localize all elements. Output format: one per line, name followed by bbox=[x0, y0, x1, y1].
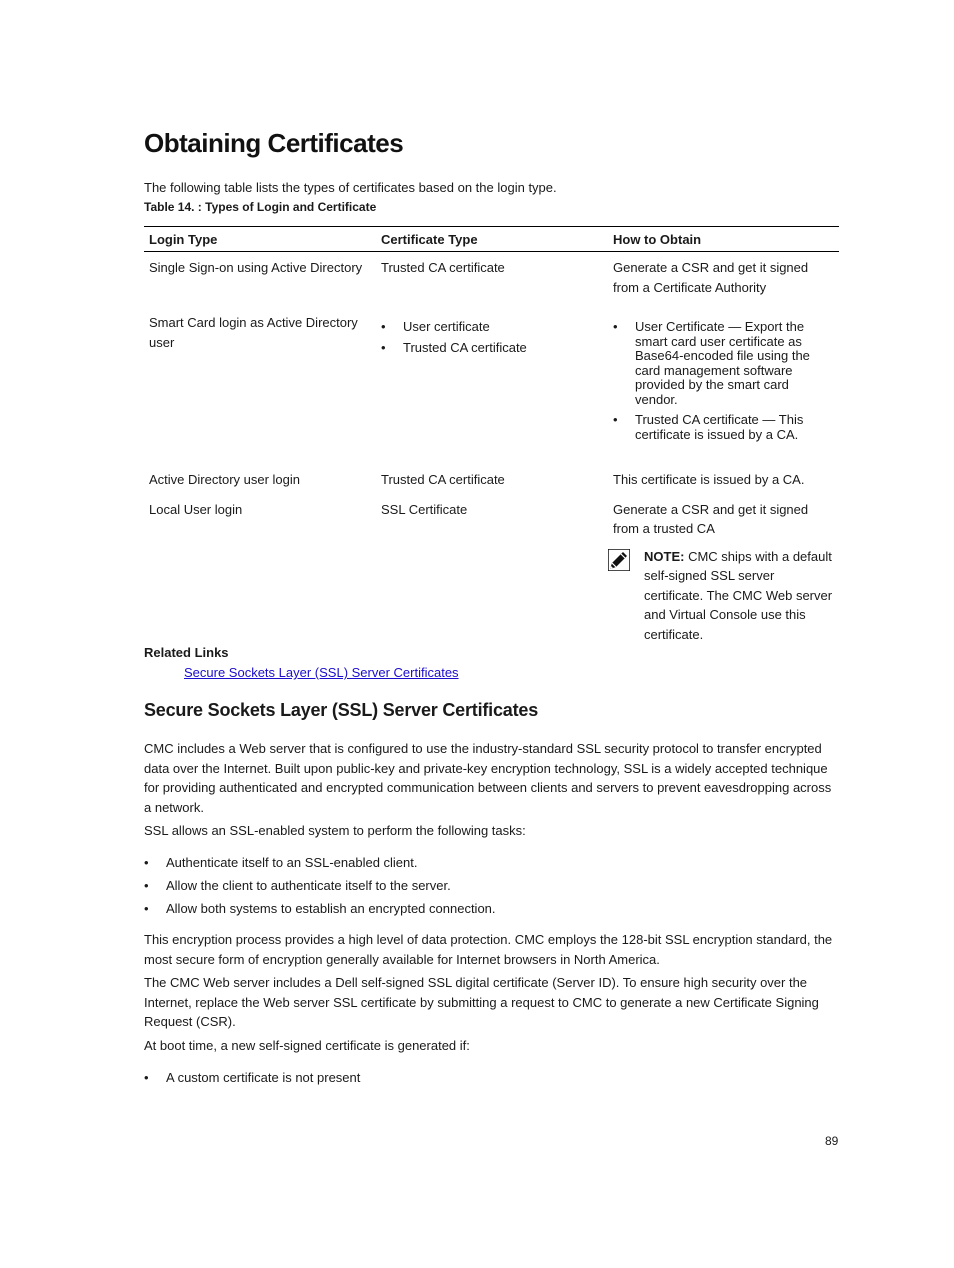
list-item: • Trusted CA certificate — This certificate is issued by a CA. bbox=[613, 413, 834, 442]
note-block bbox=[613, 547, 834, 645]
table-row bbox=[144, 252, 839, 308]
cell-certificate-type: Trusted CA certificate bbox=[381, 260, 505, 275]
how-to-obtain-list bbox=[613, 320, 834, 442]
paragraph: CMC includes a Web server that is configured to use the industry-standard SSL security protocol to transfer encrypted data over the Internet. Built upon public-key and private-key encryption technology, SSL is a widely accepted technique for providing authenticated and encrypted communication between clients and servers to prevent eavesdropping across a network. bbox=[144, 741, 832, 815]
cell-certificate-type: Trusted CA certificate bbox=[381, 472, 505, 487]
paragraph: SSL allows an SSL-enabled system to perform the following tasks: bbox=[144, 823, 526, 838]
table-row bbox=[144, 494, 839, 655]
note-text: CMC ships with a default self-signed SSL server certificate. The CMC Web server and Virtual Console use this certificate. bbox=[644, 548, 833, 642]
table-row bbox=[144, 307, 839, 464]
how-to-obtain-text: Generate a CSR and get it signed from a trusted CA bbox=[613, 501, 809, 536]
paragraph: The CMC Web server includes a Dell self-signed SSL digital certificate (Server ID). To ensure high security over the Internet, replace the Web server SSL certificate by submitting a request to CMC to generate a new Certificate Signing Request (CSR). bbox=[144, 975, 819, 1029]
cell-login-type: Single Sign-on using Active Directory bbox=[149, 260, 363, 275]
intro-text: The following table lists the types of certificates based on the login type. bbox=[144, 180, 557, 195]
related-link-ssl-certificates[interactable]: Secure Sockets Layer (SSL) Server Certificates bbox=[184, 665, 459, 680]
cell-how-to-obtain bbox=[608, 494, 839, 655]
column-header-certificate-type: Certificate Type bbox=[376, 227, 608, 252]
note-pencil-icon bbox=[608, 549, 630, 571]
list-item: • User certificate bbox=[381, 317, 603, 337]
paragraph: At boot time, a new self-signed certificate is generated if: bbox=[144, 1038, 470, 1053]
cell-certificate-type bbox=[376, 307, 608, 464]
cell-how-to-obtain bbox=[608, 307, 839, 464]
list-item: • User Certificate — Export the smart card user certificate as Base64-encoded file using the card management software provided by the smart card vendor. bbox=[613, 320, 834, 407]
column-header-login-type: Login Type bbox=[144, 227, 376, 252]
table-caption: Table 14. : Types of Login and Certificate bbox=[144, 200, 377, 214]
note-label: NOTE: bbox=[644, 548, 685, 564]
page-number: 89 bbox=[825, 1134, 839, 1148]
cell-certificate-type: SSL Certificate bbox=[381, 501, 468, 517]
cell-how-to-obtain: Generate a CSR and get it signed from a Certificate Authority bbox=[613, 260, 809, 295]
related-links-heading: Related Links bbox=[144, 645, 229, 660]
page-title: Obtaining Certificates bbox=[144, 128, 404, 158]
certificate-table bbox=[144, 226, 839, 654]
cell-login-type: Active Directory user login bbox=[149, 472, 300, 487]
cell-login-type: Local User login bbox=[149, 501, 243, 517]
column-header-how-to-obtain: How to Obtain bbox=[608, 227, 839, 252]
section-title: Secure Sockets Layer (SSL) Server Certificates bbox=[144, 700, 538, 720]
table-row bbox=[144, 464, 839, 494]
certificate-list bbox=[381, 317, 603, 357]
cell-login-type: Smart Card login as Active Directory user bbox=[149, 315, 358, 350]
cell-how-to-obtain: This certificate is issued by a CA. bbox=[613, 472, 805, 487]
paragraph: This encryption process provides a high level of data protection. CMC employs the 128-bit SSL encryption standard, the most secure form of encryption generally available for Internet browsers in North America. bbox=[144, 932, 833, 967]
list-item: • Trusted CA certificate bbox=[381, 338, 603, 358]
table-header-row bbox=[144, 227, 839, 252]
